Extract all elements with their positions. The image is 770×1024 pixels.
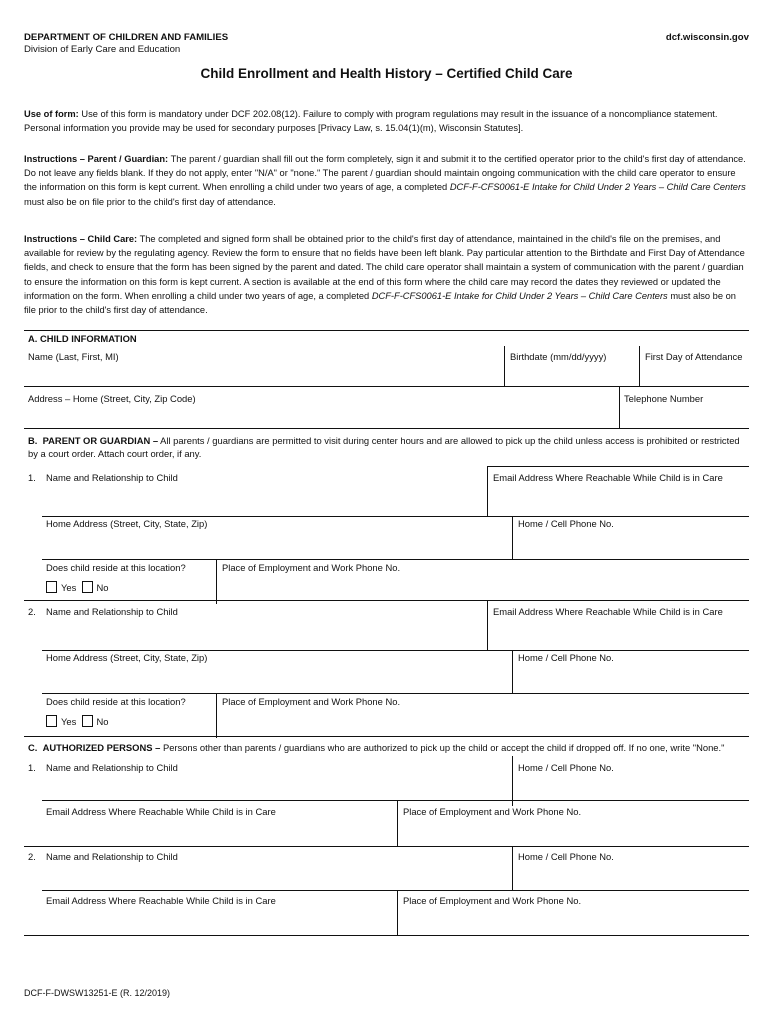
section-b-text: All parents / guardians are permitted to visit during center hours and are allowed to pick up the child unless access is prohibited or restricted by a court order. Attach court order, if any. [28,435,740,459]
divider [504,346,505,386]
intake-form-reference: DCF-F-CFS0061-E Intake for Child Under 2 Years – Child Care Centers [371,290,668,301]
website-url: dcf.wisconsin.gov [665,32,749,43]
instructions-parent-text: The parent / guardian shall fill out the form completely, sign it and submit it to the certified operator prior to the child's first day of attendance. Do not leave any fields blank. If they do not apply, enter "N/A" or "none." The parent / guardian should maintain ongoing communication with the child care operator to ensure the information on this form is kept current. When enrolling a child under two years of age, a completed [24,154,746,193]
divider [512,650,513,693]
reside-yes-checkbox[interactable] [46,715,57,727]
person-name-field[interactable]: Name and Relationship to Child [46,762,178,773]
division-name: Division of Early Care and Education [24,44,181,55]
section-c-heading [28,741,746,754]
person-employment-field[interactable]: Place of Employment and Work Phone No. [403,806,582,817]
section-c-text: Persons other than parents / guardians who are authorized to pick up the child or accept the child if dropped off. If no one, write "None." [162,742,725,753]
divider [24,600,749,601]
divider [42,559,749,560]
divider [487,466,749,467]
guardian-name-field[interactable]: Name and Relationship to Child [46,606,178,617]
instructions-care-paragraph [24,232,746,317]
guardian-phone-field[interactable]: Home / Cell Phone No. [518,652,614,663]
divider [42,800,749,801]
divider [397,890,398,935]
guardian-employment-field[interactable]: Place of Employment and Work Phone No. [222,562,401,573]
reside-no-label: No [96,716,109,727]
person-number: 2. [28,851,36,862]
divider [24,386,749,387]
person-email-field[interactable]: Email Address Where Reachable While Child is in Care [46,895,276,906]
instructions-parent-paragraph [24,152,746,209]
first-day-attendance-field[interactable]: First Day of Attendance [645,351,743,362]
instructions-care-text: The completed and signed form shall be obtained prior to the child's first day of attendance, maintained in the child's file on the premises, and available for review by the regulating agency. Review the form to ensure that no fields have been left blank. Pay particular attention to the Birthdate and First Day of Attendance fields, and check to ensure that the form has been signed by the parent and dated. The child care operator shall maintain a system of communication with the parent / guardian to ensure the information on this form is kept current. A section is available at the end of this form where the child care may record the dates they reviewed or updated the information on the form. When enrolling a child under two years of age, a completed [24,234,745,301]
divider [42,650,749,651]
divider [512,756,513,806]
section-b-heading [28,434,746,460]
divider [24,846,749,847]
divider [216,559,217,604]
reside-yes-label: Yes [61,716,77,727]
person-employment-field[interactable]: Place of Employment and Work Phone No. [403,895,582,906]
agency-header [24,32,228,56]
divider [619,386,620,428]
guardian-email-field[interactable]: Email Address Where Reachable While Child is in Care [493,606,723,617]
person-name-field[interactable]: Name and Relationship to Child [46,851,178,862]
use-of-form-text: Use of this form is mandatory under DCF 202.08(12). Failure to comply with program regulations may result in the issuance of a noncompliance statement. Personal information you provide may be used for secondary purposes [Privacy Law, s. 15.04(1)(m), Wisconsin Statutes]. [24,109,718,134]
person-email-field[interactable]: Email Address Where Reachable While Child is in Care [46,806,276,817]
reside-question: Does child reside at this location? [46,562,186,573]
person-phone-field[interactable]: Home / Cell Phone No. [518,851,614,862]
person-phone-field[interactable]: Home / Cell Phone No. [518,762,614,773]
birthdate-field[interactable]: Birthdate (mm/dd/yyyy) [510,351,607,362]
child-name-field[interactable]: Name (Last, First, MI) [28,351,119,362]
guardian-number: 2. [28,606,36,617]
department-name: DEPARTMENT OF CHILDREN AND FAMILIES [24,32,229,43]
divider [24,935,749,936]
section-c-title: AUTHORIZED PERSONS – [42,742,161,753]
divider [24,736,749,737]
guardian-number: 1. [28,472,36,483]
divider [42,693,749,694]
instructions-care-text-end: must also be on file prior to the child's first day of attendance. [24,290,736,316]
guardian-employment-field[interactable]: Place of Employment and Work Phone No. [222,696,401,707]
divider [512,516,513,559]
guardian-name-field[interactable]: Name and Relationship to Child [46,472,178,483]
section-b-letter: B. [28,435,38,446]
instructions-parent-text-end: must also be on file prior to the child's first day of attendance. [24,196,276,207]
divider [397,800,398,846]
guardian-address-field[interactable]: Home Address (Street, City, State, Zip) [46,652,208,663]
reside-options [46,581,109,594]
guardian-email-field[interactable]: Email Address Where Reachable While Child is in Care [493,472,723,483]
use-of-form-label: Use of form: [24,109,79,119]
section-b-title: PARENT OR GUARDIAN – [42,435,159,446]
form-title: Child Enrollment and Health History – Certified Child Care [200,66,573,81]
reside-question: Does child reside at this location? [46,696,186,707]
use-of-form-paragraph [24,107,746,135]
child-telephone-field[interactable]: Telephone Number [624,393,704,404]
reside-options [46,715,109,728]
section-c-letter: C. [28,742,38,753]
form-number-footer: DCF-F-DWSW13251-E (R. 12/2019) [24,988,171,998]
reside-yes-checkbox[interactable] [46,581,57,593]
divider [487,600,488,650]
reside-no-checkbox[interactable] [82,581,93,593]
reside-yes-label: Yes [61,582,77,593]
guardian-phone-field[interactable]: Home / Cell Phone No. [518,518,614,529]
divider [639,346,640,386]
reside-no-label: No [96,582,109,593]
child-address-field[interactable]: Address – Home (Street, City, Zip Code) [28,393,196,404]
reside-no-checkbox[interactable] [82,715,93,727]
intake-form-reference: DCF-F-CFS0061-E Intake for Child Under 2 Years – Child Care Centers [449,182,746,193]
divider [42,890,749,891]
section-a-heading: A. CHILD INFORMATION [28,333,137,344]
divider [512,846,513,890]
guardian-address-field[interactable]: Home Address (Street, City, State, Zip) [46,518,208,529]
divider [24,330,749,331]
divider [42,516,749,517]
instructions-care-label: Instructions – Child Care: [24,234,138,244]
divider [216,693,217,738]
divider [487,466,488,516]
divider [24,428,749,429]
person-number: 1. [28,762,36,773]
instructions-parent-label: Instructions – Parent / Guardian: [24,154,169,164]
